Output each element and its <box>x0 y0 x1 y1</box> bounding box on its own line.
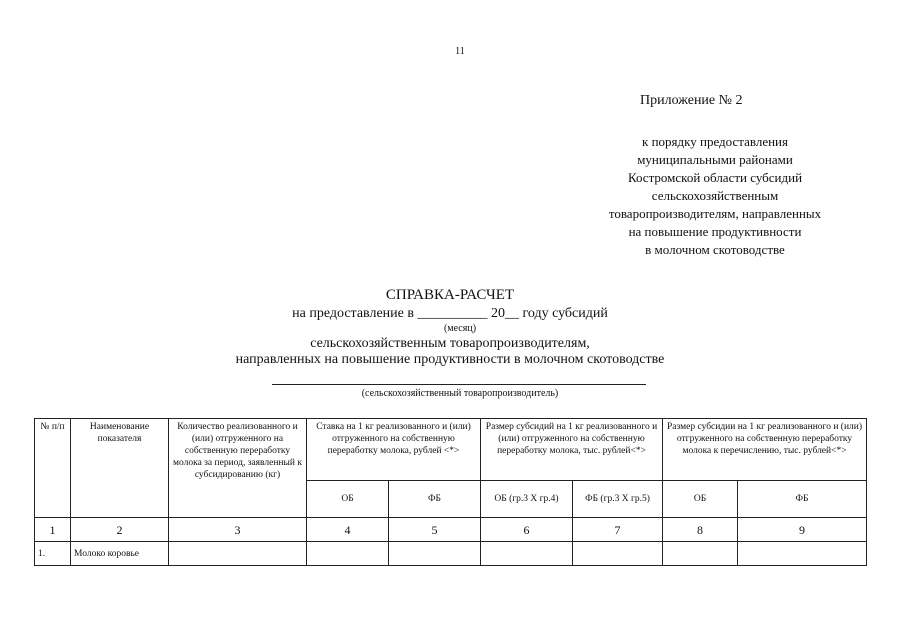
header-transfer-fb: ФБ <box>738 481 867 518</box>
column-number: 9 <box>738 518 867 542</box>
document-subtitle-recipients: сельскохозяйственным товаропроизводителям, <box>310 336 590 351</box>
header-num: № п/п <box>35 419 71 518</box>
column-number: 1 <box>35 518 71 542</box>
column-number: 8 <box>663 518 738 542</box>
header-subsidy-fb: ФБ (гр.3 X гр.5) <box>573 481 663 518</box>
column-number: 6 <box>481 518 573 542</box>
header-transfer: Размер субсидии на 1 кг реализованного и (или) отгруженного на собственную переработку молока к перечислению, тыс. рублей<*> <box>663 419 867 481</box>
column-number: 2 <box>71 518 169 542</box>
appendix-line: на повышение продуктивности <box>628 224 802 239</box>
document-title: СПРАВКА-РАСЧЕТ <box>385 287 515 303</box>
header-rate-ob: ОБ <box>307 481 389 518</box>
column-number: 7 <box>573 518 663 542</box>
header-subsidy-ob: ОБ (гр.3 X гр.4) <box>481 481 573 518</box>
producer-blank-line <box>272 384 646 385</box>
header-rate: Ставка на 1 кг реализованного и (или) отгруженного на собственную переработку молока, рублей <*> <box>307 419 481 481</box>
appendix-line: Костромской области субсидий <box>627 170 803 185</box>
appendix-line: сельскохозяйственным <box>651 188 779 203</box>
header-subsidy: Размер субсидий на 1 кг реализованного и (или) отгруженного на собственную переработку молока, тыс. рублей<*> <box>481 419 663 481</box>
appendix-line: в молочном скотоводстве <box>645 242 785 257</box>
page-number: 11 <box>455 46 465 57</box>
month-label: (месяц) <box>443 323 477 334</box>
column-number: 5 <box>389 518 481 542</box>
table-header-row <box>35 419 867 481</box>
appendix-line: к порядку предоставления <box>642 134 788 149</box>
header-rate-fb: ФБ <box>389 481 481 518</box>
cell-rate-ob <box>307 542 389 566</box>
header-quantity: Количество реализованного и (или) отгруженного на собственную переработку молока за период, заявленный к субсидированию (кг) <box>169 419 307 518</box>
document-subtitle-period: на предоставление в __________ 20__ году субсидий <box>292 306 608 321</box>
table-row <box>35 542 867 566</box>
header-name: Наименование показателя <box>71 419 169 518</box>
cell-subsidy-fb <box>573 542 663 566</box>
cell-subsidy-ob <box>481 542 573 566</box>
column-number-row <box>35 518 867 542</box>
column-number: 3 <box>169 518 307 542</box>
column-number: 4 <box>307 518 389 542</box>
cell-quantity <box>169 542 307 566</box>
appendix-note <box>570 133 860 259</box>
row-name: Молоко коровье <box>71 542 169 566</box>
appendix-title: Приложение № 2 <box>640 93 743 108</box>
cell-transfer-ob <box>663 542 738 566</box>
header-transfer-ob: ОБ <box>663 481 738 518</box>
document-subtitle-purpose: направленных на повышение продуктивности в молочном скотоводстве <box>235 352 665 367</box>
appendix-line: товаропроизводителям, направленных <box>608 206 822 221</box>
cell-rate-fb <box>389 542 481 566</box>
cell-transfer-fb <box>738 542 867 566</box>
row-num: 1. <box>35 542 71 566</box>
appendix-line: муниципальными районами <box>637 152 793 167</box>
calculation-table <box>34 418 867 566</box>
producer-label: (сельскохозяйственный товаропроизводитель) <box>361 388 559 399</box>
